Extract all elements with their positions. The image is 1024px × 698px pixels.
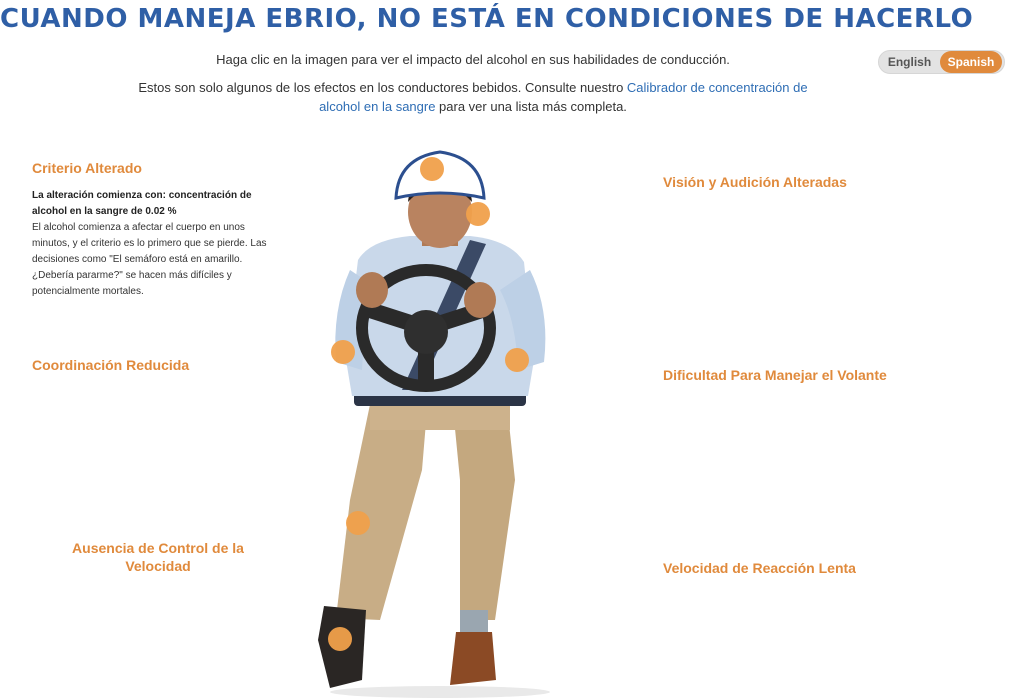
effect-judgment-detail-bold: La alteración comienza con: concentración de alcohol en la sangre de 0.02 % bbox=[32, 190, 252, 217]
effect-steering-title[interactable]: Dificultad Para Manejar el Volante bbox=[663, 367, 887, 383]
hotspot-coordination[interactable] bbox=[331, 340, 355, 364]
right-hand bbox=[464, 282, 496, 318]
ground-shadow bbox=[330, 686, 550, 698]
language-spanish-button[interactable]: Spanish bbox=[940, 51, 1002, 73]
language-toggle[interactable] bbox=[878, 50, 1005, 74]
intro-text-before: Estos son solo algunos de los efectos en los conductores bebidos. Consulte nuestro bbox=[138, 80, 627, 95]
bac-calculator-link[interactable]: Calibrador de concentración de alcohol en la sangre bbox=[319, 80, 808, 114]
intro-text-after: para ver una lista más completa. bbox=[435, 99, 627, 114]
pants bbox=[336, 395, 515, 620]
hotspot-steering[interactable] bbox=[505, 348, 529, 372]
language-english-button[interactable]: English bbox=[887, 55, 932, 69]
effect-judgment-detail bbox=[32, 188, 282, 300]
left-hand bbox=[356, 272, 388, 308]
effect-reaction-title[interactable]: Velocidad de Reacción Lenta bbox=[663, 560, 856, 576]
right-shoe bbox=[450, 632, 496, 685]
page-subtitle: Haga clic en la imagen para ver el impacto del alcohol en sus habilidades de conducción. bbox=[216, 52, 730, 67]
effect-judgment-detail-text: El alcohol comienza a afectar el cuerpo en unos minutos, y el criterio es lo primero que se pierde. Las decisiones como "El semáforo está en amarillo. ¿Debería pararme?" se hacen más difíciles y potencialmente mortales. bbox=[32, 222, 267, 297]
hotspot-judgment[interactable] bbox=[420, 157, 444, 181]
effect-speed-title[interactable]: Ausencia de Control de la Velocidad bbox=[72, 540, 244, 574]
effect-coordination-title[interactable]: Coordinación Reducida bbox=[32, 357, 190, 373]
hotspot-vision[interactable] bbox=[466, 202, 490, 226]
hotspot-reaction[interactable] bbox=[328, 627, 352, 651]
page-title: CUANDO MANEJA EBRIO, NO ESTÁ EN CONDICIONES DE HACERLO bbox=[0, 4, 974, 34]
effect-vision-title[interactable]: Visión y Audición Alteradas bbox=[663, 174, 847, 190]
driver-illustration[interactable] bbox=[310, 140, 570, 698]
effect-judgment-title[interactable]: Criterio Alterado bbox=[32, 160, 142, 176]
intro-paragraph bbox=[120, 78, 826, 116]
hotspot-speed[interactable] bbox=[346, 511, 370, 535]
